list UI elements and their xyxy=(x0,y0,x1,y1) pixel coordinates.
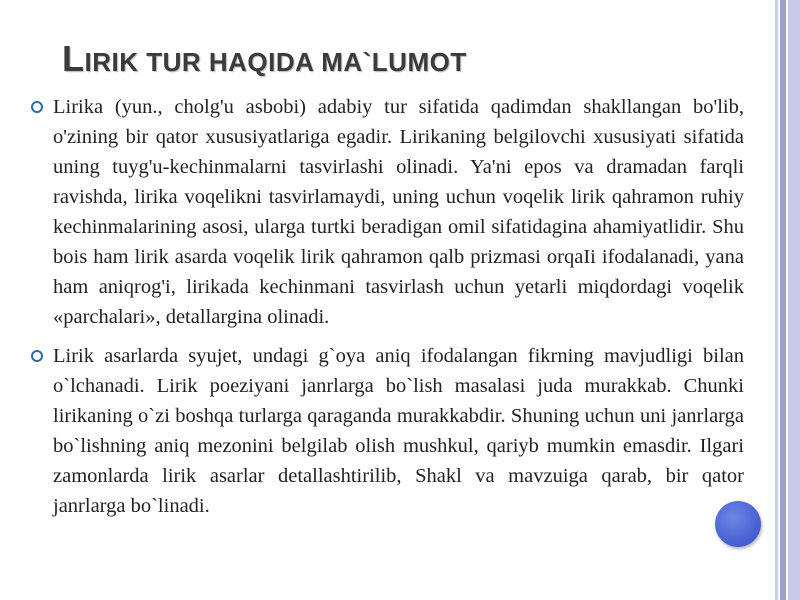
bar-stripe-dark xyxy=(780,0,786,600)
bullet-ring-icon xyxy=(31,350,43,362)
paragraph-text: Lirika (yun., cholg'u asbobi) adabiy tur sifatida qadimdan shakllangan bo'lib, o'zining bir qator xususiyatlariga egadir. Lirikaning belgilovchi xususiyati sifatida uning tuyg'u-kechinmalarni tasvirlashi olinadi. Ya'ni epos va dramadan farqli ravishda, lirika voqelikni tasvirlamaydi, uning uchun voqelik lirik qahramon ruhiy kechinmalarining asosi, ularga turtki beradigan omil sifatidagina ahamiyatlidir. Shu bois ham lirik asarda voqelik lirik qahramon qalb prizmasi orqaIi ifodalanadi, yana ham aniqrog'i, lirikada kechinmani tasvirlash uchun yetarli miqdordagi voqelik «parchalari», detallargina olinadi. xyxy=(53,96,744,328)
decorative-circle xyxy=(715,501,761,547)
right-decorative-bar xyxy=(770,0,800,600)
title-rest: IRIK TUR HAQIDA MA`LUMOT xyxy=(84,47,467,77)
slide-title xyxy=(62,38,467,80)
title-first-letter: L xyxy=(62,38,85,79)
bar-stripe-light xyxy=(788,0,800,600)
bullet-paragraph xyxy=(28,341,744,521)
bullet-ring-icon xyxy=(31,101,43,113)
bullet-paragraph xyxy=(28,92,744,332)
bar-stripe-thin xyxy=(775,0,778,600)
slide-body xyxy=(28,92,744,530)
paragraph-text: Lirik asarlarda syujet, undagi g`oya aniq ifodalangan fikrning mavjudligi bilan o`lchanadi. Lirik poeziyani janrlarga bo`lish masalasi juda murakkab. Chunki lirikaning o`zi boshqa turlarga qaraganda murakkabdir. Shuning uchun uni janrlarga bo`lishning aniq mezonini belgilab olish mushkul, qariyb mumkin emasdir. Ilgari zamonlarda lirik asarlar detallashtirilib, Shakl va mavzuiga qarab, bir qator janrlarga bo`linadi. xyxy=(53,345,744,517)
